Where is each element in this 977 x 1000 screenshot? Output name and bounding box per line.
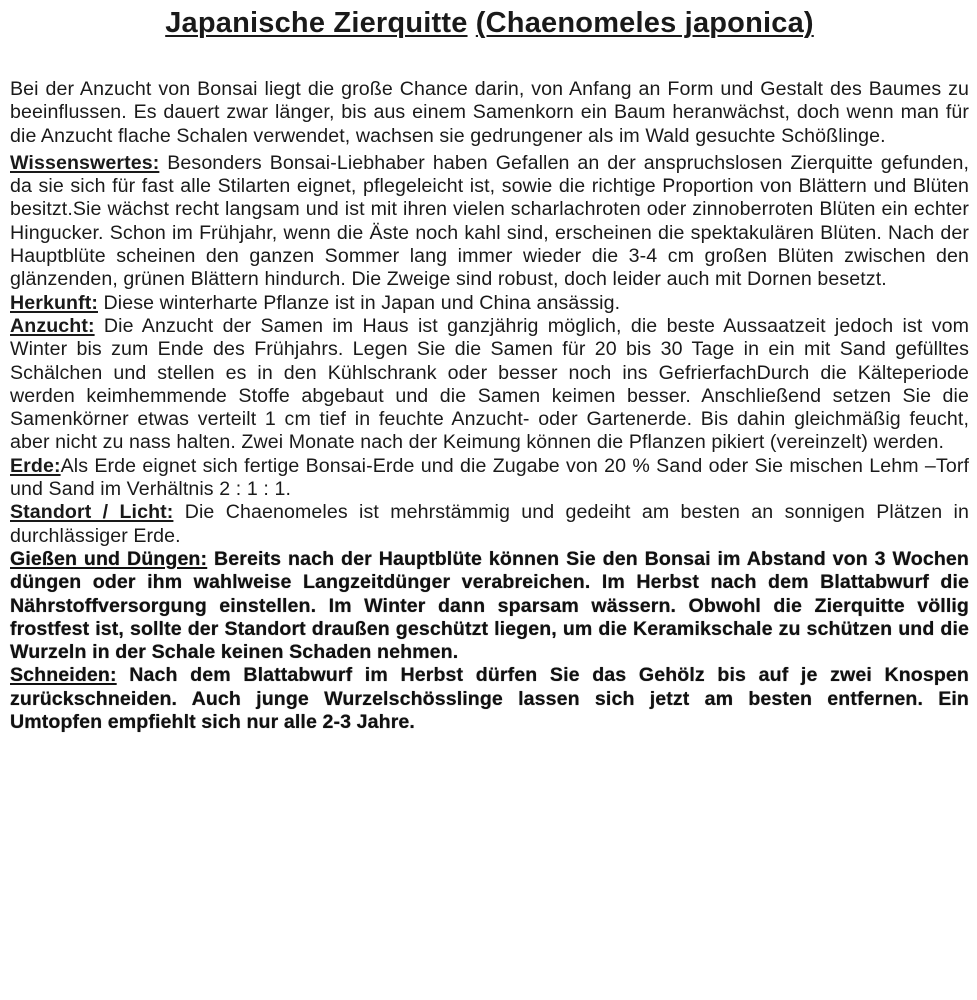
text-schneiden: Nach dem Blattabwurf im Herbst dürfen Sie das Gehölz bis auf je zwei Knospen zurückschneiden. Auch junge Wurzelschösslinge lassen sich jetzt am besten entfernen. Ein Umtopfen empfiehlt sich nur alle 2-3 Jahre.	[10, 664, 969, 734]
title-main: Japanische Zierquitte	[165, 7, 468, 39]
heading-herkunft: Herkunft:	[10, 291, 98, 314]
section-anzucht	[10, 315, 969, 455]
text-anzucht: Die Anzucht der Samen im Haus ist ganzjährig möglich, die beste Aussaatzeit jedoch ist vom Winter bis zum Ende des Frühjahrs. Legen Sie die Samen für 20 bis 30 Tage in ein mit Sand gefülltes Schälchen und stellen es in den Kühlschrank oder besser noch ins GefrierfachDurch die Kälteperiode werden keimhemmende Stoffe abgebaut und die Samen keimen besser. Anschließend setzen Sie die Samenkörner etwas verteilt 1 cm tief in feuchte Anzucht- oder Gartenerde. Bis dahin gleichmäßig feucht, aber nicht zu nass halten. Zwei Monate nach der Keimung können die Pflanzen pikiert (vereinzelt) werden.	[10, 314, 970, 454]
section-wissenswertes	[10, 152, 969, 292]
title-latin: (Chaenomeles japonica)	[475, 7, 814, 39]
section-standort	[10, 501, 969, 548]
section-schneiden	[10, 664, 969, 734]
heading-schneiden: Schneiden:	[10, 664, 117, 687]
page-title	[10, 6, 969, 40]
intro-paragraph	[10, 78, 969, 148]
text-giessen: Bereits nach der Hauptblüte können Sie den Bonsai im Abstand von 3 Wochen düngen oder ihm wahlweise Langzeitdünger verabreichen. Im Herbst nach dem Blattabwurf die Nährstoffversorgung einstellen. Im Winter dann sparsam wässern. Obwohl die Zierquitte völlig frostfest ist, sollte der Standort draußen geschützt liegen, um die Keramikschale zu schützen und die Wurzeln in der Schale keinen Schaden nehmen.	[10, 547, 969, 664]
text-standort: Die Chaenomeles ist mehrstämmig und gedeiht am besten an sonnigen Plätzen in durchlässiger Erde.	[10, 501, 969, 547]
text-wissenswertes: Besonders Bonsai-Liebhaber haben Gefallen an der anspruchslosen Zierquitte gefunden, da sie sich für fast alle Stilarten eignet, pflegeleicht ist, sowie die richtige Proportion von Blättern und Blüten besitzt.Sie wächst recht langsam und ist mit ihren vielen scharlachroten oder zinnoberroten Blüten ein echter Hingucker. Schon im Frühjahr, wenn die Äste noch kahl sind, erscheinen die spektakulären Blüten. Nach der Hauptblüte scheinen den ganzen Sommer lang immer wieder die 3-4 cm großen Blüten zwischen den glänzenden, grünen Blättern hindurch. Die Zweige sind robust, doch leider auch mit Dornen besetzt.	[10, 151, 969, 291]
heading-giessen: Gießen und Düngen:	[10, 547, 208, 570]
heading-wissenswertes: Wissenswertes:	[10, 151, 160, 174]
text-erde: Als Erde eignet sich fertige Bonsai-Erde und die Zugabe von 20 % Sand oder Sie mischen Lehm –Torf und Sand im Verhältnis 2 : 1 : 1.	[10, 454, 969, 501]
heading-anzucht: Anzucht:	[10, 314, 95, 337]
heading-erde: Erde:	[10, 454, 61, 477]
heading-standort: Standort / Licht:	[10, 501, 174, 524]
section-erde	[10, 455, 969, 502]
section-giessen	[10, 548, 969, 664]
text-herkunft: Diese winterharte Pflanze ist in Japan und China ansässig.	[103, 291, 621, 314]
section-herkunft	[10, 292, 969, 315]
intro-text: Bei der Anzucht von Bonsai liegt die große Chance darin, von Anfang an Form und Gestalt des Baumes zu beeinflussen. Es dauert zwar länger, bis aus einem Samenkorn ein Baum heranwächst, doch wenn man für die Anzucht flache Schalen verwendet, wachsen sie gedrungener als im Wald gesuchte Schößlinge.	[10, 78, 969, 147]
